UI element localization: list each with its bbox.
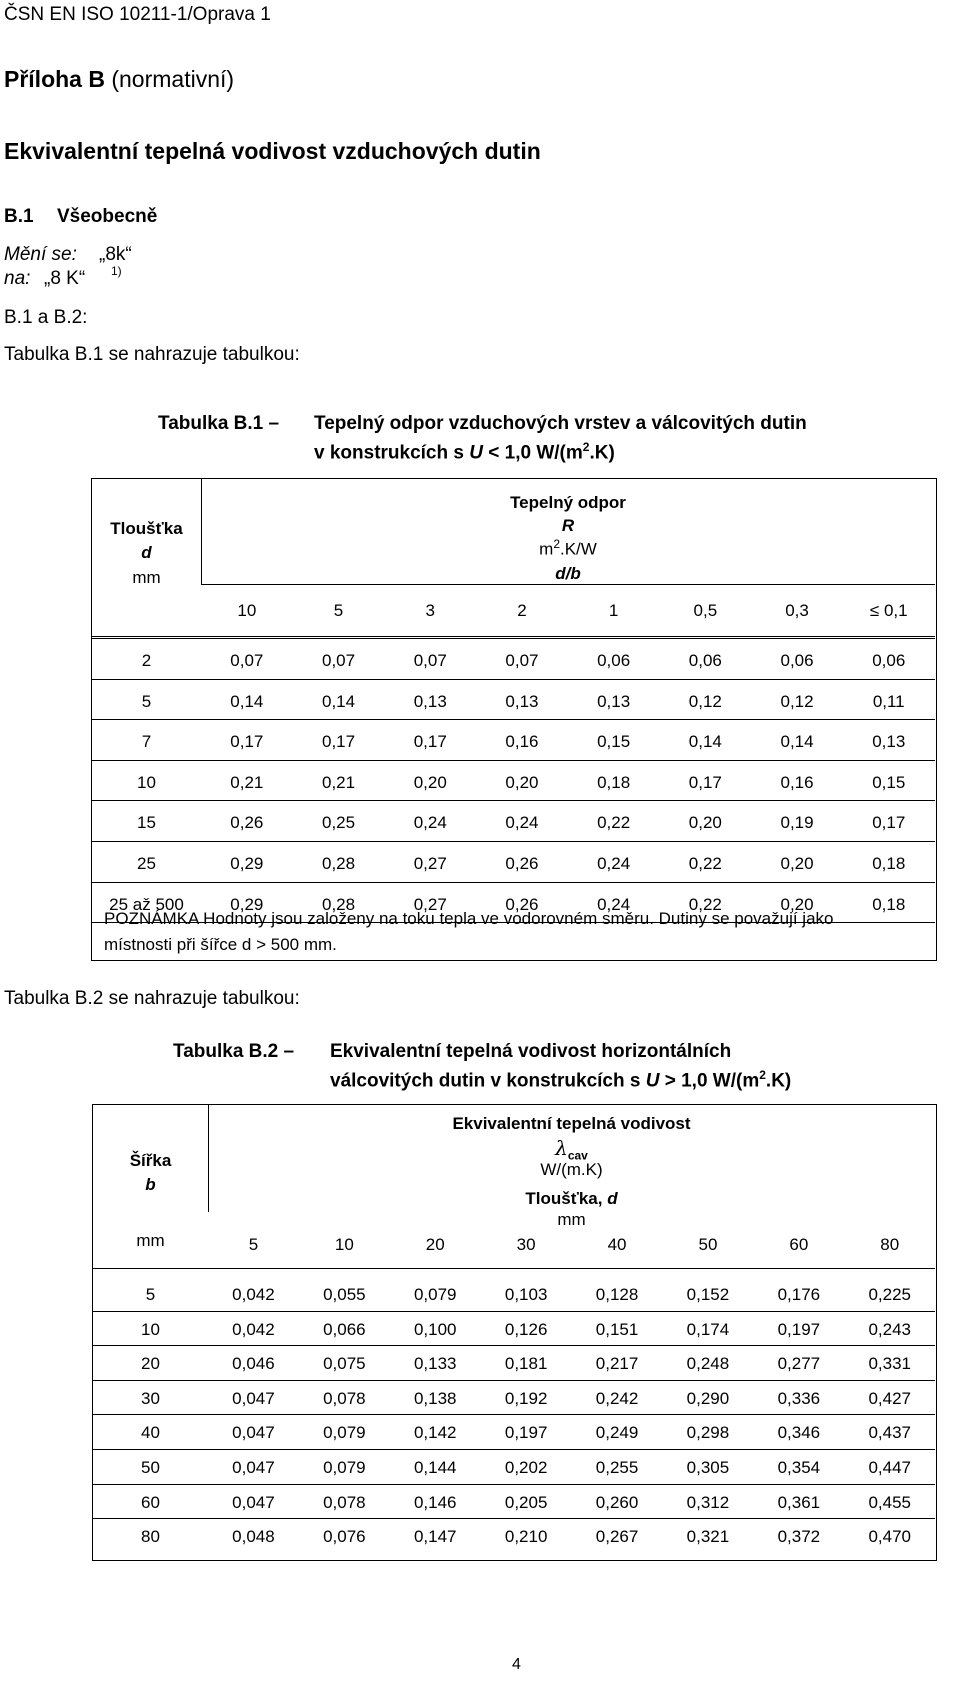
table-b2-cell: 0,047 [232,1423,275,1443]
table-b1-cell: 0,14 [321,691,356,711]
table-b2-cell: 0,133 [413,1354,457,1374]
annex-title-bold: Příloha B [4,66,105,92]
table-b2-cell: 0,267 [595,1527,639,1547]
table-b1-cell: 0,11 [872,691,905,711]
table-b2-cell: 0,078 [323,1492,366,1512]
table-b1-cell: 0,17 [230,732,264,752]
table-b2-colhead-title: Ekvivalentní tepelná vodivost [452,1114,691,1133]
table-b1-cell: 0,16 [505,732,539,752]
caption-text: > 1,0 W/(m [659,1070,760,1092]
table-b2-cell: 0,076 [323,1527,366,1547]
table-b1-cell: 0,07 [321,651,356,670]
table-b1-caption-number: Tabulka B.1 – [158,413,280,434]
table-b2-cell: 0,331 [868,1354,912,1374]
table-b1-cell: 0,18 [597,772,631,792]
table-b2-cell: 0,202 [504,1458,548,1477]
table-row-divider [92,679,935,680]
table-b1-divider [92,636,935,637]
table-b2-cell: 0,075 [323,1354,366,1374]
table-row-divider [92,638,935,639]
table-b2-cell: 0,152 [686,1285,730,1304]
table-b1-cell: 0,18 [872,854,906,873]
table-b2-cell: 0,128 [595,1285,639,1304]
table-b2-row-label: 40 [141,1423,160,1443]
table-b1-row-label: 7 [141,732,152,752]
table-b1-cell: 0,21 [230,772,264,792]
table-b2-cell: 0,249 [595,1423,639,1443]
table-b1-cell: 0,20 [413,772,447,792]
table-b1-cell: 0,20 [505,772,539,792]
table-b2-cell: 0,078 [323,1388,366,1408]
applies-to: B.1 a B.2: [4,307,88,328]
table-row-divider [93,1311,935,1312]
table-b1-rowhead-symbol: d [141,543,152,562]
table-b1-cell: 0,25 [321,813,356,833]
table-b2-cell: 0,248 [686,1354,730,1374]
table-b1-caption-line2 [314,440,615,464]
unit-text: .K/W [560,539,597,559]
table-b2-cell: 0,181 [504,1354,548,1374]
table-b1-cell: 0,20 [780,854,814,873]
table-b1-cell: 0,06 [688,651,722,670]
table-row-divider [92,882,935,883]
table-b1-cell: 0,22 [688,854,722,873]
table-b2-cell: 0,225 [868,1285,912,1304]
replace-b2-text: Tabulka B.2 se nahrazuje tabulkou: [4,988,300,1009]
table-b2-cell: 0,047 [232,1492,275,1512]
table-b1-row-label: 5 [141,691,152,711]
table-b2-cell: 0,336 [777,1388,821,1408]
table-b2-row-label: 50 [141,1458,160,1477]
table-b1-cell: 0,28 [321,894,356,914]
table-b2-col-header: 30 [516,1235,536,1254]
caption-text: .K) [765,1070,792,1092]
table-b1-cell: 0,18 [872,894,906,914]
change-from-label: Mění se: [4,244,77,265]
footnote-ref: 1) [111,264,122,278]
table-b1-cell: 0,06 [597,651,631,670]
table-b1-col-header: 0,5 [693,601,718,620]
table-b1-cell: 0,26 [505,894,539,914]
table-b1-cell: 0,17 [413,732,447,752]
table-b1-cell: 0,28 [321,854,356,873]
caption-text: < 1,0 W/(m [482,442,583,464]
table-b1-cell: 0,22 [688,894,722,914]
table-b2-colhead-subunit [208,1212,935,1228]
table-b2-cell: 0,361 [777,1492,821,1512]
section-number: B.1 [4,206,34,227]
table-row-divider [93,1345,935,1346]
table-b1-divider [201,584,935,585]
table-b2-col-header: 10 [334,1235,354,1254]
table-b2-col-header: 40 [607,1235,627,1254]
annex-title [4,66,234,93]
table-b2-cell: 0,079 [323,1458,366,1477]
table-b1-col-header: 5 [333,601,344,620]
table-b1-cell: 0,20 [780,894,814,914]
table-b2-cell: 0,192 [504,1388,548,1408]
table-b2-col-header: 5 [248,1235,259,1254]
table-row-divider [93,1414,935,1415]
table-b2-cell: 0,255 [595,1458,639,1477]
table-b2-cell: 0,217 [595,1354,639,1374]
table-b1-note-line1: POZNÁMKA Hodnoty jsou založeny na toku tepla ve vodorovném směru. Dutiny se považují jako [104,909,834,928]
table-b2-cell: 0,144 [413,1458,457,1477]
table-b2-cell: 0,243 [868,1319,912,1339]
table-row-divider [93,1449,935,1450]
table-b1-col-header: ≤ 0,1 [869,601,908,620]
table-row-divider [93,1380,935,1381]
table-b2-cell: 0,047 [232,1458,275,1477]
table-b1-cell: 0,13 [597,691,631,711]
table-b2-col-header: 80 [880,1235,900,1254]
table-b1-col-header: 3 [425,601,435,620]
table-b1-row-label: 25 až 500 [109,894,184,914]
table-b1-rowhead-title: Tloušťka [110,519,183,538]
table-b2-cell: 0,298 [686,1423,730,1443]
unit-superscript: 2 [553,537,560,551]
replace-b1-text: Tabulka B.1 se nahrazuje tabulkou: [4,344,300,365]
table-b2-colhead-unit: W/(m.K) [540,1160,603,1179]
table-b1-cell: 0,14 [688,732,722,752]
caption-symbol-u: U [469,442,483,464]
table-b1-cell: 0,17 [872,813,906,833]
table-b1-cell: 0,06 [780,651,814,670]
table-b2 [92,1104,937,1561]
table-b1-row-label: 25 [137,854,156,873]
table-b2-cell: 0,242 [595,1388,639,1408]
table-b2-cell: 0,455 [868,1492,912,1512]
table-b1-cell: 0,17 [321,732,356,752]
table-b1-col-header: 2 [517,601,527,620]
table-b2-cell: 0,055 [323,1285,366,1304]
table-b1-cell: 0,29 [230,894,264,914]
table-b2-cell: 0,437 [868,1423,912,1443]
table-b1-cell: 0,24 [505,813,539,833]
table-b2-row-label: 10 [141,1319,160,1339]
table-b2-rowhead-unit: mm [136,1231,165,1250]
table-b1 [91,478,937,961]
table-b1-row-label: 2 [141,651,152,670]
table-b2-cell: 0,079 [413,1285,457,1304]
table-row-divider [93,1484,935,1485]
table-b2-cell: 0,042 [232,1285,275,1304]
table-b1-cell: 0,07 [230,651,264,670]
table-b1-cell: 0,07 [413,651,447,670]
table-b2-cell: 0,290 [686,1388,730,1408]
table-b1-cell: 0,07 [505,651,539,670]
table-b2-cell: 0,100 [413,1319,457,1339]
table-b2-row-label: 30 [141,1388,160,1408]
caption-text: válcovitých dutin v konstrukcích s [330,1070,646,1092]
table-b2-cell: 0,066 [323,1319,366,1339]
table-b2-cell: 0,046 [232,1354,275,1374]
table-b1-cell: 0,13 [505,691,539,711]
table-b1-cell: 0,13 [872,732,906,752]
table-b2-cell: 0,147 [413,1527,457,1547]
table-b2-cell: 0,346 [777,1423,821,1443]
table-b2-cell: 0,126 [504,1319,548,1339]
table-b1-cell: 0,13 [413,691,447,711]
table-b2-cell: 0,151 [595,1319,639,1339]
table-b2-cell: 0,427 [868,1388,912,1408]
annex-heading: Ekvivalentní tepelná vodivost vzduchových dutin [4,138,541,164]
unit-text: m [539,539,554,559]
table-b1-rowhead-unit: mm [132,568,161,587]
table-b1-cell: 0,14 [230,691,264,711]
subtitle-symbol: d [607,1189,618,1208]
table-b1-cell: 0,19 [780,813,814,833]
table-b1-cell: 0,26 [230,813,264,833]
table-b1-cell: 0,24 [597,894,631,914]
table-b2-col-header: 60 [789,1235,809,1254]
table-row-divider [93,1518,935,1519]
table-b1-colhead-ratio: d/b [555,564,581,583]
table-b1-colhead-title: Tepelný odpor [510,493,626,512]
table-b1-cell: 0,06 [872,651,906,670]
table-b2-cell: 0,142 [413,1423,457,1443]
table-b2-colhead-symbol [208,1136,935,1162]
table-b2-rowhead-title: Šířka [129,1151,172,1170]
table-b2-cell: 0,197 [504,1423,548,1443]
table-b2-caption-number: Tabulka B.2 – [173,1041,295,1062]
table-b2-cell: 0,079 [323,1423,366,1443]
annex-title-rest: (normativní) [104,66,235,92]
table-b1-colhead-unit [201,537,935,560]
table-b2-cell: 0,205 [504,1492,548,1512]
caption-superscript: 2 [582,440,590,454]
table-b2-caption-line2 [330,1068,791,1092]
table-b2-cell: 0,305 [686,1458,730,1477]
table-b1-cell: 0,20 [688,813,722,833]
table-b2-cell: 0,470 [868,1527,912,1547]
table-b2-col-header: 50 [698,1235,718,1254]
table-b1-cell: 0,22 [597,813,631,833]
caption-text: .K) [589,442,615,464]
table-b2-cell: 0,277 [777,1354,821,1374]
table-b2-cell: 0,138 [413,1388,457,1408]
table-b1-cell: 0,14 [780,732,814,752]
table-row-divider [92,841,935,842]
table-b2-rowhead-symbol: b [145,1175,156,1194]
table-b2-cell: 0,048 [232,1527,275,1547]
table-b2-divider [93,1268,935,1269]
table-row-divider [92,760,935,761]
subunit-text: mm [557,1210,586,1229]
table-b2-col-header: 20 [425,1235,445,1254]
table-b2-cell: 0,312 [686,1492,730,1512]
table-b2-cell: 0,047 [232,1388,275,1408]
table-b1-cell: 0,24 [597,854,631,873]
table-b2-colhead-subtitle [208,1189,935,1209]
table-row-divider [92,800,935,801]
table-b1-cell: 0,15 [597,732,631,752]
standard-header: ČSN EN ISO 10211-1/Oprava 1 [4,4,271,25]
table-b1-cell: 0,17 [688,772,722,792]
table-b2-cell: 0,174 [686,1319,730,1339]
table-b1-row-label: 10 [137,772,156,792]
table-b1-cell: 0,27 [413,894,447,914]
table-b2-row-label: 5 [145,1285,156,1304]
table-b1-col-header: 1 [608,601,619,620]
table-b1-cell: 0,12 [780,691,814,711]
table-row-divider [92,719,935,720]
page-number: 4 [512,1656,521,1673]
table-b1-colhead-symbol: R [561,516,575,535]
table-b2-cell: 0,321 [686,1527,730,1547]
table-b1-row-label: 15 [137,813,156,833]
table-b2-cell: 0,146 [413,1492,457,1512]
table-b2-cell: 0,354 [777,1458,821,1477]
lambda-symbol: λ [555,1136,568,1160]
change-from-value: „8k“ [99,244,132,265]
table-b2-row-label: 60 [141,1492,160,1512]
table-b1-cell: 0,15 [872,772,906,792]
table-b1-cell: 0,26 [505,854,539,873]
caption-superscript: 2 [759,1068,766,1082]
table-b1-cell: 0,21 [321,772,356,792]
table-b2-cell: 0,197 [777,1319,821,1339]
table-b2-row-label: 20 [141,1354,160,1374]
section-title: Všeobecně [57,206,158,227]
table-b1-caption-line1: Tepelný odpor vzduchových vrstev a válcovitých dutin [314,413,807,434]
lambda-subscript: cav [567,1148,588,1163]
subtitle-text: Tloušťka, [525,1189,608,1208]
table-b2-row-label: 80 [141,1527,160,1547]
table-b1-cell: 0,27 [413,854,447,873]
table-b2-caption-line1: Ekvivalentní tepelná vodivost horizontálních [330,1041,732,1062]
table-b1-col-header: 0,3 [785,601,809,620]
table-b2-cell: 0,210 [504,1527,548,1547]
table-b1-cell: 0,24 [413,813,447,833]
change-to-label: na: [4,268,31,289]
table-b2-cell: 0,447 [868,1458,912,1477]
table-b1-cell: 0,16 [780,772,814,792]
table-b1-col-header: 10 [237,601,257,620]
table-b2-cell: 0,176 [777,1285,821,1304]
table-b1-cell: 0,29 [230,854,264,873]
table-b1-cell: 0,12 [688,691,722,711]
caption-symbol-u: U [645,1070,660,1092]
table-b1-note-line2: místnosti při šířce d > 500 mm. [104,935,337,954]
table-b2-cell: 0,103 [504,1285,548,1304]
table-b2-cell: 0,372 [777,1527,821,1547]
caption-text: v konstrukcích s [314,442,470,464]
change-to-value: „8 K“ [44,268,86,289]
table-b2-cell: 0,042 [232,1319,275,1339]
table-b2-cell: 0,260 [595,1492,639,1512]
